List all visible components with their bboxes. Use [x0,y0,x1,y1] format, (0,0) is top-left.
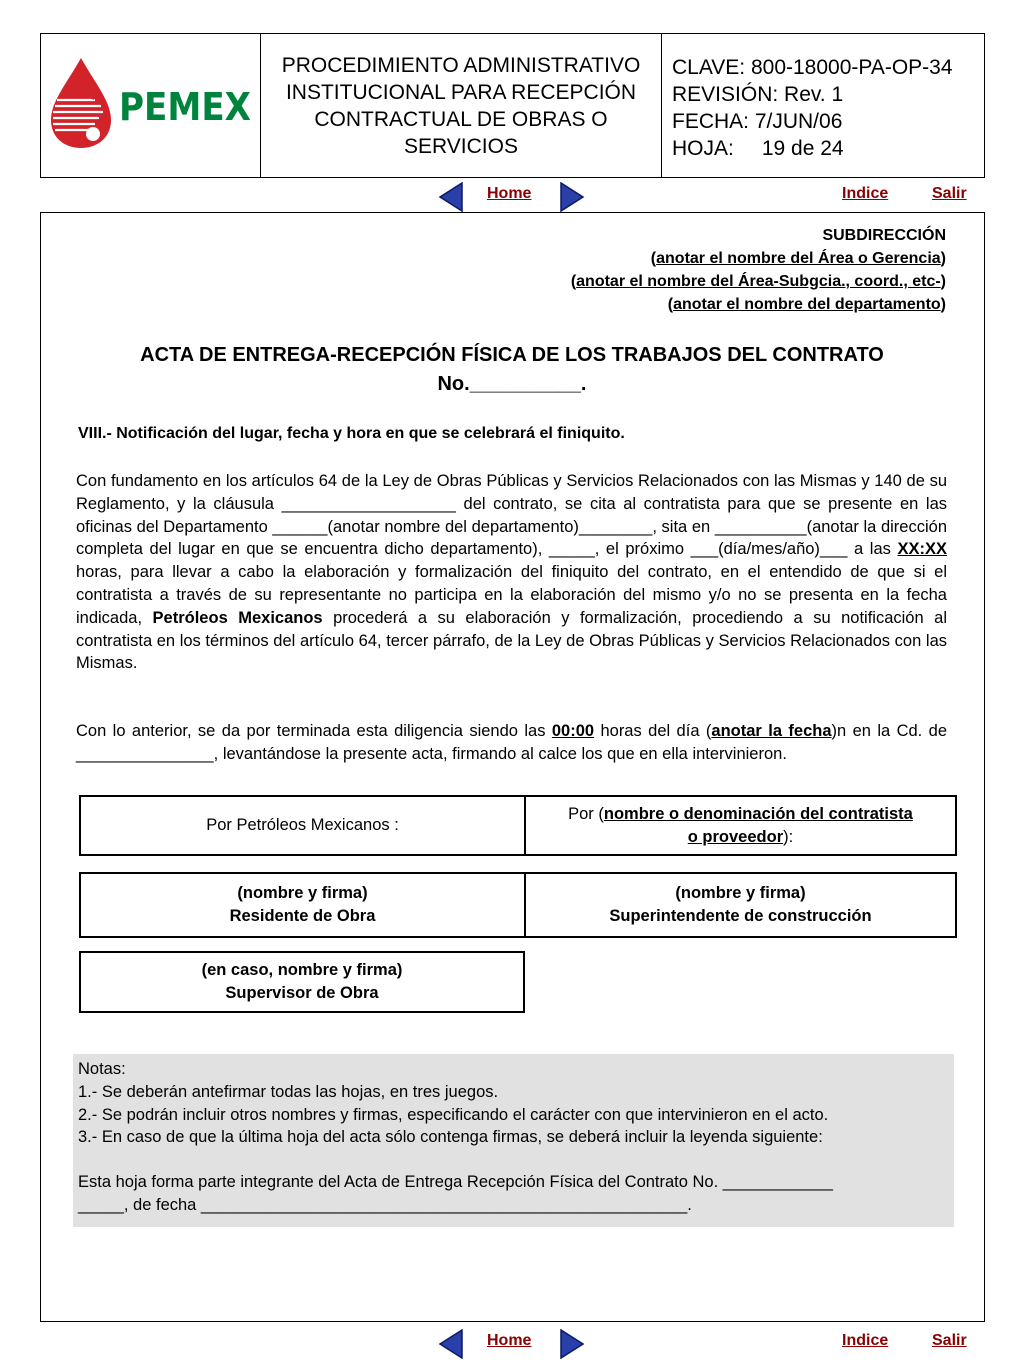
superintendente-cell [526,874,955,936]
subdireccion-subgcia: (anotar el nombre del Área-Subgcia., coord., etc-) [570,273,946,290]
notes-box [73,1054,954,1227]
signature-header-table [79,795,957,856]
subdireccion-departamento: (anotar el nombre del departamento) [667,296,946,313]
previous-arrow-icon[interactable] [438,1329,464,1359]
paragraph-fundamento: Con fundamento en los artículos 64 de la Ley de Obras Públicas y Servicios Relacionados con las Mismas y 140 de su Reglamento, y la cláusula ___________________ del contrato, se cita al contratista para que se presente en las oficinas del Departamento ______(anotar nombre del departamento)________, sita en __________(anotar la dirección completa del lugar en que se encuentra dicho departamento), _____, el próximo ___(día/mes/año)___ a las XX:XX horas, para llevar a cabo la elaboración y formalización del finiquito del contrato, en el entendido de que si el contratista a través de su representante no participa en la elaboración del mismo y/o no se presenta en la fecha indicada, Petróleos Mexicanos procederá a su elaboración y formalización, procediendo a su notificación al contratista en los términos del artículo 64, tercer párrafo, de la Ley de Obras Públicas y Servicios Relacionados con las Mismas. [76,472,947,673]
hoja-label: HOJA: [672,137,734,160]
document-meta [672,54,953,162]
company-name: Petróleos Mexicanos [152,608,323,627]
section-heading: VIII.- Notificación del lugar, fecha y hora en que se celebrará el finiquito. [78,425,625,442]
clave-label: CLAVE: 800-18000-PA-OP-34 [672,56,953,79]
superintendente-label: Superintendente de construcción [609,907,872,925]
note-item: 1.- Se deberán antefirmar todas las hojas, en tres juegos. [78,1082,499,1101]
residente-label: Residente de Obra [229,907,376,925]
next-arrow-icon[interactable] [559,1329,585,1359]
title-line: PROCEDIMIENTO ADMINISTRATIVO [281,53,641,77]
subdireccion-area: (anotar el nombre del Área o Gerencia) [650,250,946,267]
document-title-block [261,34,662,177]
supervisor-label: Supervisor de Obra [225,984,379,1002]
acta-title [78,341,946,399]
subdireccion-block [571,224,946,316]
previous-arrow-icon[interactable] [438,182,464,212]
title-line: INSTITUCIONAL PARA RECEPCIÓN [285,80,637,104]
signature-table [79,872,957,938]
note-item: 3.- En caso de que la última hoja del acta sólo contenga firmas, se deberá incluir la leyenda siguiente: [78,1128,823,1147]
por-pemex-cell [81,797,524,854]
date-placeholder: anotar la fecha [711,722,832,740]
acta-title-line1: ACTA DE ENTREGA-RECEPCIÓN FÍSICA DE LOS TRABAJOS DEL CONTRATO [140,344,884,366]
hour-placeholder: XX:XX [897,540,947,559]
time-placeholder: 00:00 [551,722,595,740]
nombre-firma-label: (nombre y firma) [237,884,368,902]
por-pemex-label: Por Petróleos Mexicanos : [206,816,399,834]
paragraph-cierre: Con lo anterior, se da por terminada esta diligencia siendo las 00:00 horas del día (anotar la fecha)n en la Cd. de _______________, levantándose la presente acta, firmando al calce los que en ella intervinieron. [76,722,948,763]
logo-wordmark: PEMEX [119,85,251,129]
salir-link[interactable]: Salir [932,1332,967,1349]
pemex-logo [41,34,261,177]
en-caso-label: (en caso, nombre y firma) [201,961,403,979]
document-header [40,33,985,178]
note-item: 2.- Se podrán incluir otros nombres y firmas, especificando el carácter con que intervinieron en el acto. [78,1105,829,1124]
residente-cell [81,874,524,936]
indice-link[interactable]: Indice [842,185,889,202]
title-line: CONTRACTUAL DE OBRAS O [314,107,608,131]
subdireccion-title: SUBDIRECCIÓN [822,227,946,244]
top-navigation [0,180,1024,212]
indice-link[interactable]: Indice [842,1332,889,1349]
hoja-value: 19 de 24 [761,137,844,160]
fecha-label: FECHA: 7/JUN/06 [672,110,843,133]
home-link[interactable]: Home [487,1332,532,1349]
revision-label: REVISIÓN: Rev. 1 [672,83,844,106]
supervisor-cell [81,953,523,1011]
pemex-logo-mark [41,34,260,177]
nombre-firma-label: (nombre y firma) [675,884,806,902]
legend-line: _____, de fecha _____________________________________________________. [78,1195,692,1214]
home-link[interactable]: Home [487,185,532,202]
supervisor-table [79,951,525,1013]
next-arrow-icon[interactable] [559,182,585,212]
notes-heading: Notas: [78,1060,126,1078]
salir-link[interactable]: Salir [932,185,967,202]
acta-title-line2: No.__________. [437,373,587,395]
bottom-navigation [0,1327,1024,1359]
hoja-row [672,135,953,162]
por-contratista-cell: Por (nombre o denominación del contratista o proveedor): [568,804,913,846]
legend-line: Esta hoja forma parte integrante del Acta de Entrega Recepción Física del Contrato No. ____________ [78,1173,833,1192]
title-line: SERVICIOS [404,134,518,158]
